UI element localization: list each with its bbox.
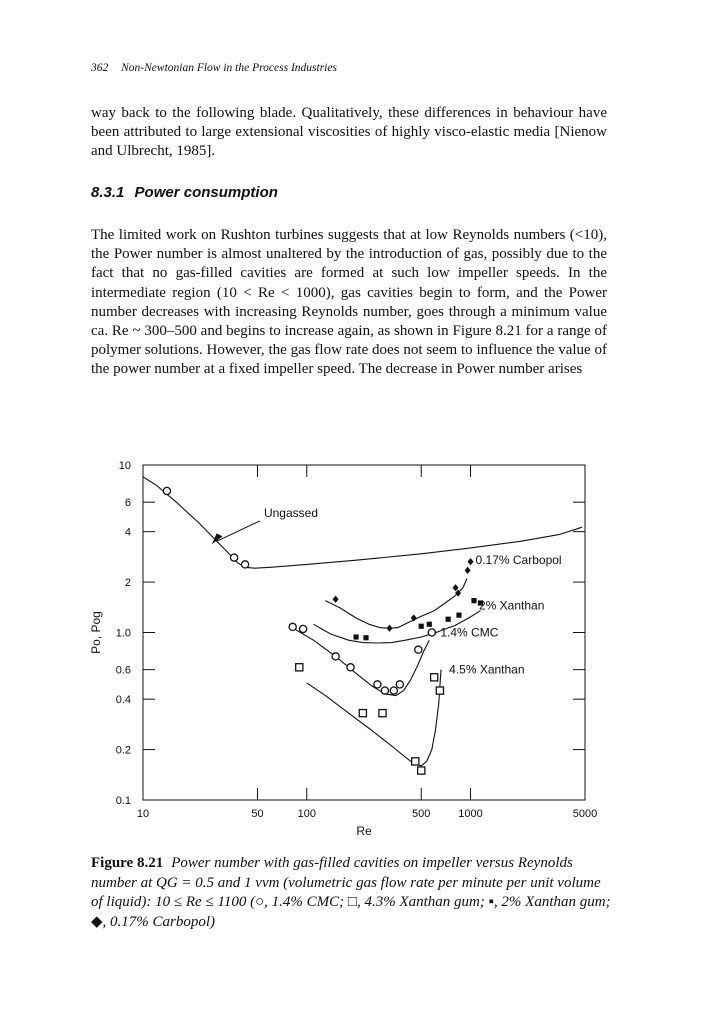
data-point-carbopol [333,596,339,603]
running-title: Non-Newtonian Flow in the Process Industries [121,62,337,74]
x-tick-label: 100 [297,808,316,820]
x-axis-label: Re [356,824,372,838]
y-tick-label: 4 [124,526,131,539]
x-tick-label: 10 [136,808,150,820]
y-tick-label: 0.2 [115,744,131,757]
series-label: 4.5% Xanthan [449,662,525,677]
plot-frame [143,465,585,800]
y-tick-label: 0.1 [115,795,131,807]
data-point-cmc [241,561,248,568]
data-point-2-xanthan [446,617,451,622]
data-point-carbopol [386,625,392,632]
y-tick-label: 6 [124,497,131,510]
x-tick-label: 50 [251,808,264,820]
data-point-carbopol [465,567,471,574]
running-header [91,62,337,74]
data-point-4-3-xanthan [412,758,419,765]
figure-label: Figure 8.21 [91,855,164,871]
paragraph-1: way back to the following blade. Qualitatively, these differences in behaviour have been attributed to large extensional viscosities of highly visco-elastic media [Nienow and Ulbrecht, 1985]. [91,105,607,160]
y-tick-label: 10 [118,460,131,472]
y-tick-label: 0.4 [115,694,131,707]
data-point-cmc [374,681,381,688]
data-point-2-xanthan [353,634,358,639]
y-tick-label: 2 [124,577,131,590]
series-label: 0.17% Carbopol [475,553,562,568]
x-tick-label: 1000 [458,808,483,820]
paragraph-2: The limited work on Rushton turbines suggests that at low Reynolds numbers (<10), the Power number is almost unaltered by the introduction of gas, possibly due to the fact that no gas-filled cavities are formed at such low impeller speeds. In the intermediate region (10 < Re < 1000), gas cavities begin to form, and the Power number decreases with increasing Reynolds number, goes through a minimum value ca. Re ~ 300–500 and begins to increase again, as shown in Figure 8.21 for a range of polymer solutions. However, the gas flow rate does not seem to influence the value of the power number at a fixed impeller speed. The decrease in Power number arises [91,227,607,378]
data-point-cmc [163,487,170,494]
data-point-carbopol [468,558,474,565]
ungassed-label: Ungassed [263,505,319,520]
section-number: 8.3.1 [91,184,125,201]
section-title: Power consumption [134,184,278,201]
page-number: 362 [91,62,109,74]
data-point-cmc [415,646,422,653]
data-point-2-xanthan [471,598,476,603]
figure-8-21-chart [80,450,620,850]
data-point-4-3-xanthan [431,674,438,681]
y-tick-label: 0.6 [115,664,131,677]
data-point-4-3-xanthan [296,664,303,671]
data-point-4-3-xanthan [436,687,443,694]
data-point-cmc [396,681,403,688]
x-tick-label: 500 [412,808,431,820]
data-point-2-xanthan [363,635,368,640]
figure-caption [91,854,611,932]
section-heading [91,184,278,201]
ungassed-arrow-line [217,521,260,541]
data-point-cmc [231,554,238,561]
data-point-cmc [381,687,388,694]
data-point-cmc [428,629,435,636]
y-axis-label: Po, Pog [89,611,103,654]
data-point-cmc [347,664,354,671]
data-point-cmc [390,687,397,694]
x-tick-label: 5000 [572,808,598,820]
data-point-4-3-xanthan [418,767,425,774]
figure-caption-text: Power number with gas-filled cavities on impeller versus Reynolds number at QG = 0.5 and 1 vvm (volumetric gas flow rate per minute per unit volume of liquid): 10 ≤ Re ≤ 1100 (○, 1.4% CMC; □, 4.3% Xanthan gum; ▪, 2% Xanthan gum; ◆, 0.17% Carbopol) [91,855,611,930]
series-label: 2% Xanthan [479,598,545,613]
y-tick-label: 1.0 [115,627,131,640]
data-point-4-3-xanthan [379,710,386,717]
data-point-cmc [289,623,296,630]
series-label: 1.4% CMC [440,625,499,640]
data-point-2-xanthan [456,613,461,618]
data-point-2-xanthan [419,624,424,629]
data-point-cmc [332,653,339,660]
data-point-cmc [300,625,307,632]
curve-1-4-cmc [291,627,429,696]
data-point-4-3-xanthan [359,710,366,717]
data-point-2-xanthan [427,622,432,627]
